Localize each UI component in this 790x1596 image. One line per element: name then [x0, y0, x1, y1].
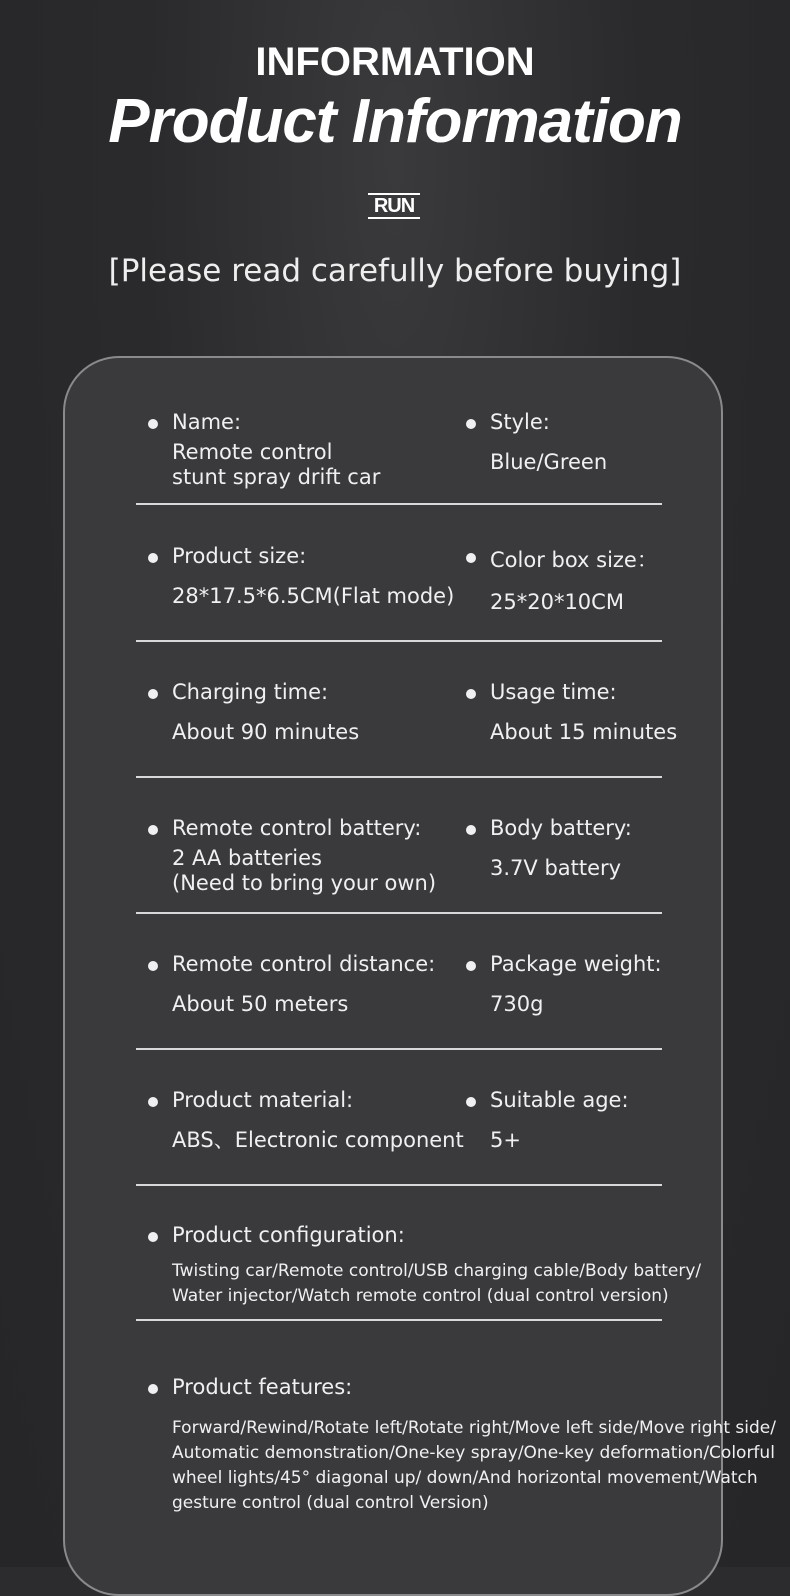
brand-logo: RUN — [368, 193, 420, 219]
page-title: Product Information — [108, 87, 682, 156]
spec-row — [136, 1088, 662, 1188]
spec-remote-battery: Remote control battery: 2 AA batteries (Need to bring your own) — [154, 816, 436, 896]
row-divider — [136, 912, 662, 914]
section-heading-en: INFORMATION — [255, 40, 535, 84]
spec-name: Name: Remote control stunt spray drift car — [154, 410, 380, 490]
row-divider — [136, 503, 662, 505]
spec-remote-distance: Remote control distance: About 50 meters — [154, 952, 435, 1017]
spec-product-size: Product size: 28*17.5*6.5CM(Flat mode) — [154, 544, 454, 609]
row-divider — [136, 1319, 662, 1321]
row-divider — [136, 776, 662, 778]
spec-suitable-age: Suitable age: 5+ — [472, 1088, 629, 1153]
row-divider — [136, 640, 662, 642]
spec-row — [136, 410, 662, 506]
spec-row — [136, 816, 662, 916]
spec-product-material: Product material: ABS、Electronic component — [154, 1088, 464, 1153]
spec-row — [136, 544, 662, 644]
spec-package-weight: Package weight: 730g — [472, 952, 662, 1017]
row-divider — [136, 1184, 662, 1186]
spec-configuration: Product configuration: Twisting car/Remote control/USB charging cable/Body battery/ Water injector/Watch remote control (dual control version) — [154, 1223, 701, 1309]
spec-row — [136, 680, 678, 780]
spec-charging-time: Charging time: About 90 minutes — [154, 680, 359, 745]
spec-row-configuration — [136, 1223, 702, 1323]
spec-color-box-size: Color box size： 25*20*10CM — [472, 544, 658, 615]
spec-row-features — [136, 1375, 776, 1525]
spec-row — [136, 952, 662, 1052]
notice-text: [Please read carefully before buying] — [108, 253, 682, 289]
row-divider — [136, 1048, 662, 1050]
spec-usage-time: Usage time: About 15 minutes — [472, 680, 677, 745]
spec-features: Product features: Forward/Rewind/Rotate left/Rotate right/Move left side/Move right side/ Automatic demonstration/One-key spray/One-key deformation/Colorful wheel lights/45° diagonal up/ down/And horizontal movement/Watch gesture control (dual control Version) — [154, 1375, 776, 1516]
spec-style: Style: Blue/Green — [472, 410, 607, 475]
spec-body-battery: Body battery: 3.7V battery — [472, 816, 632, 881]
